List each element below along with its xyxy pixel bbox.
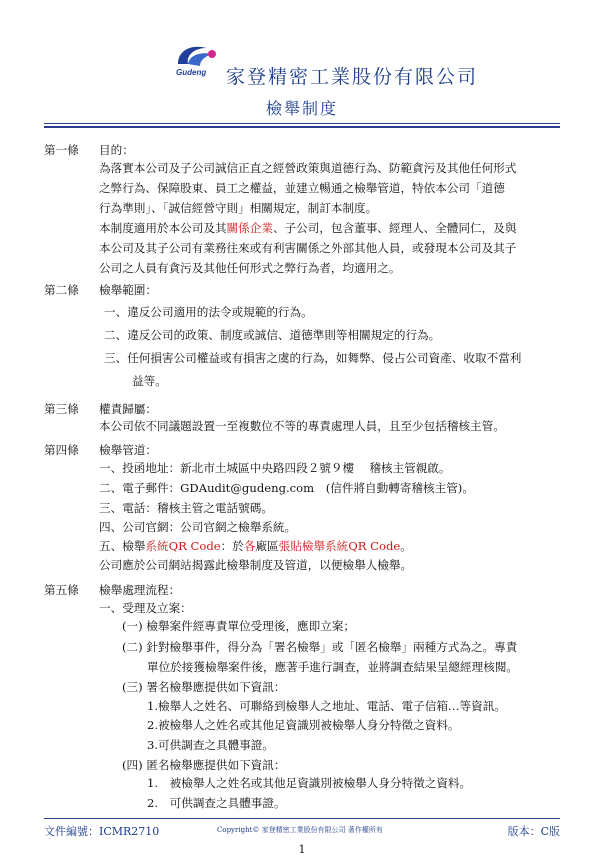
- scope-item: 一、違反公司適用的法令或規範的行為。: [104, 305, 313, 319]
- channel-note: 公司應於公司網站揭露此檢舉制度及管道，以便檢舉人檢舉。: [99, 558, 413, 572]
- article-4-label: 第四條: [44, 443, 79, 457]
- gudeng-logo: [172, 40, 222, 78]
- copyright: Copyright© 家登精密工業股份有限公司 著作權所有: [217, 826, 383, 834]
- article-1-label: 第一條: [44, 143, 79, 157]
- article-3-label: 第三條: [44, 402, 79, 416]
- article-1-line: 行為準則」、「誠信經營守則」相關規定，制訂本制度。: [99, 201, 378, 215]
- related-enterprise-highlight: 關係企業: [226, 221, 273, 235]
- article-2-heading: 檢舉範圍：: [99, 283, 157, 297]
- article-3-body: 本公司依不同議題設置一至複數位不等的專責處理人員，且至少包括稽核主管。: [99, 419, 505, 433]
- channel-item: 一、投函地址：新北市土城區中央路四段２號９樓 稽核主管親啟。: [99, 461, 451, 475]
- article-3-heading: 權責歸屬：: [99, 402, 157, 416]
- article-1-heading: 目的：: [99, 143, 134, 157]
- header-rule: [44, 123, 560, 124]
- article-4-heading: 檢舉管道：: [99, 443, 157, 457]
- article-1-line: 本公司及其子公司有業務往來或有利害關係之外部其他人員，或發現本公司及其子: [99, 241, 517, 255]
- article-1-scope-line: 本制度適用於本公司及其關係企業、子公司，包含董事、經理人、全體同仁，及與: [99, 221, 517, 235]
- named-report-requirement: 1.檢舉人之姓名、可聯絡到檢舉人之地址、電話、電子信箱…等資訊。: [147, 699, 506, 713]
- company-name: 家登精密工業股份有限公司: [226, 66, 479, 88]
- named-report-requirement: 2.被檢舉人之姓名或其他足資識別被檢舉人身分特徵之資料。: [147, 718, 460, 732]
- process-item: (二) 針對檢舉事件，得分為「署名檢舉」或「匿名檢舉」兩種方式為之。專責: [122, 640, 518, 654]
- article-5-label: 第五條: [44, 583, 79, 597]
- document-number: 文件編號：ICMR2710: [44, 825, 160, 838]
- anonymous-report-requirement: 2. 可供調查之具體事證。: [147, 796, 286, 810]
- svg-text:Gudeng: Gudeng: [176, 68, 207, 77]
- process-step-heading: 一、受理及立案：: [99, 601, 192, 615]
- process-item: (三) 署名檢舉應提供如下資訊：: [122, 680, 286, 694]
- footer-rule: [44, 818, 560, 819]
- scope-item: 三、任何損害公司權益或有損害之虞的行為，如舞弊、侵占公司資產、收取不當利: [104, 351, 522, 365]
- scope-item: 二、違反公司的政策、制度或誠信、道德準則等相關規定的行為。: [104, 328, 441, 342]
- channel-item: 三、電話：稽核主管之電話號碼。: [99, 501, 273, 515]
- page-number: 1: [298, 843, 306, 856]
- channel-item: 四、公司官網：公司官網之檢舉系統。: [99, 520, 297, 534]
- process-item: (一) 檢舉案件經專責單位受理後，應即立案；: [122, 619, 356, 633]
- article-2-label: 第二條: [44, 283, 79, 297]
- anonymous-report-requirement: 1. 被檢舉人之姓名或其他足資識別被檢舉人身分特徵之資料。: [147, 776, 472, 790]
- scope-item-continuation: 益等。: [132, 374, 167, 388]
- process-item-cont: 單位於接獲檢舉案件後，應著手進行調查，並將調查結果呈總經理核閱。: [147, 660, 519, 674]
- page-title: 檢舉制度: [265, 99, 338, 118]
- channel-item-qr: 五、檢舉系統QR Code：於各廠區張貼檢舉系統QR Code。: [99, 539, 412, 553]
- article-1-line: 公司之人員有貪污及其他任何形式之弊行為者，均適用之。: [99, 261, 401, 275]
- named-report-requirement: 3.可供調查之具體事證。: [147, 738, 274, 752]
- header-rule-thick: [44, 126, 560, 128]
- article-1-line: 之弊行為、保障股東、員工之權益，並建立暢通之檢舉管道，特依本公司「道德: [99, 181, 505, 195]
- channel-item-email: 二、電子郵件：GDAudit@gudeng.com (信件將自動轉寄稽核主管)。: [99, 481, 474, 495]
- process-item: (四) 匿名檢舉應提供如下資訊：: [122, 758, 286, 772]
- article-5-heading: 檢舉處理流程：: [99, 583, 181, 597]
- version: 版本：C版: [507, 825, 560, 838]
- article-1-line: 為落實本公司及子公司誠信正直之經營政策與道德行為、防範貪污及其他任何形式: [99, 161, 517, 175]
